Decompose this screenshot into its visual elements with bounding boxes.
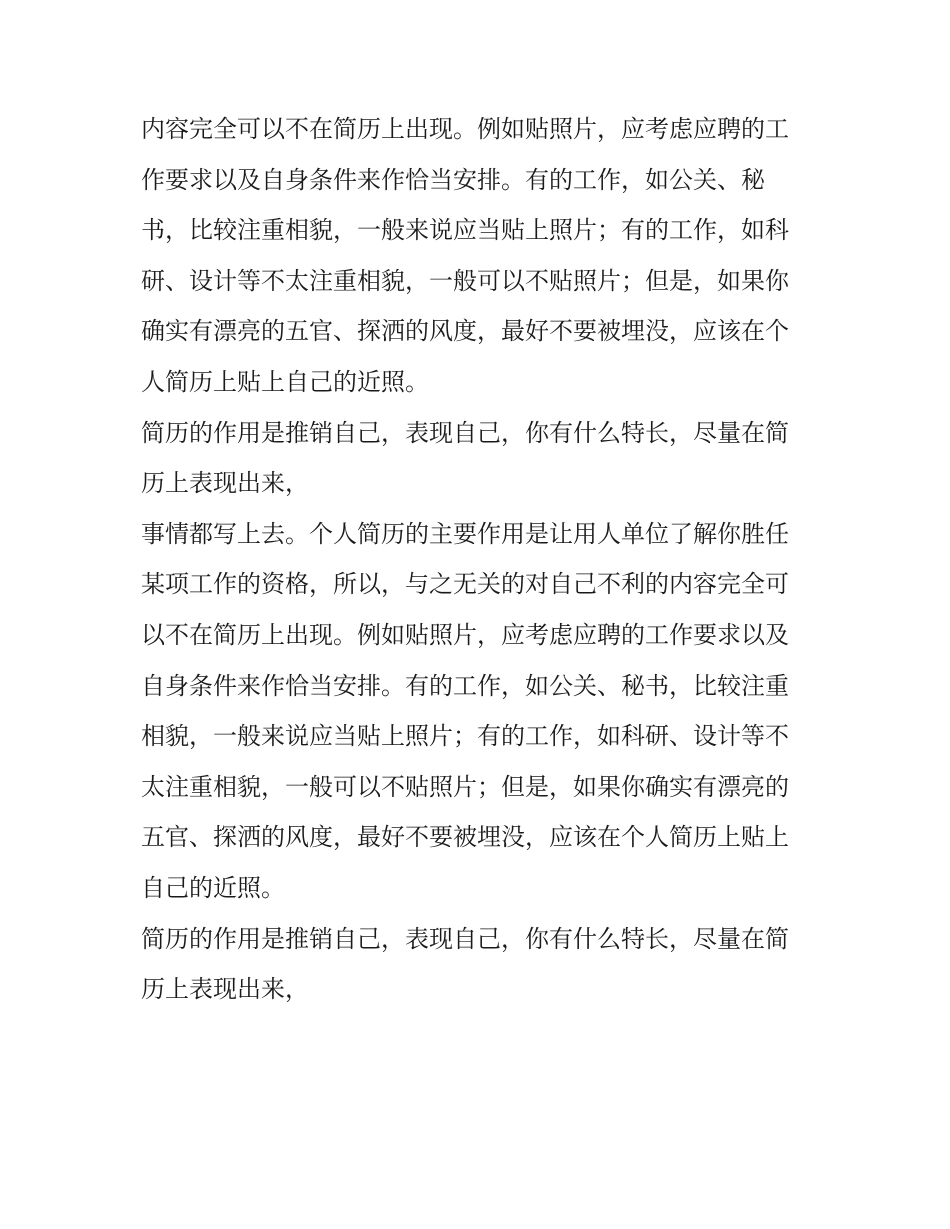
text-line: 作要求以及自身条件来作恰当安排。有的工作，如公关、秘	[141, 165, 765, 194]
text-line: 历上表现出来，	[141, 975, 309, 1004]
text-line: 书，比较注重相貌，一般来说应当贴上照片；有的工作，如科	[141, 216, 789, 245]
text-line: 太注重相貌，一般可以不贴照片；但是，如果你确实有漂亮的	[141, 772, 789, 801]
text-line: 相貌，一般来说应当贴上照片；有的工作，如科研、设计等不	[141, 722, 789, 751]
text-line: 简历的作用是推销自己，表现自己，你有什么特长，尽量在简	[141, 924, 789, 953]
text-line: 内容完全可以不在简历上出现。例如贴照片，应考虑应聘的工	[141, 115, 789, 143]
text-line: 确实有漂亮的五官、探洒的风度，最好不要被埋没，应该在个	[141, 317, 789, 346]
document-body	[141, 104, 813, 1015]
text-line: 人简历上贴上自己的近照。	[141, 367, 429, 396]
text-line: 以不在简历上出现。例如贴照片，应考虑应聘的工作要求以及	[141, 620, 789, 649]
text-line: 简历的作用是推销自己，表现自己，你有什么特长，尽量在简	[141, 418, 789, 447]
text-line: 事情都写上去。个人简历的主要作用是让用人单位了解你胜任	[141, 519, 789, 548]
text-line: 研、设计等不太注重相貌，一般可以不贴照片；但是，如果你	[141, 266, 789, 295]
text-line: 自己的近照。	[141, 873, 285, 902]
text-line: 五官、探洒的风度，最好不要被埋没，应该在个人简历上贴上	[141, 823, 789, 852]
text-line: 历上表现出来，	[141, 469, 309, 498]
text-line: 自身条件来作恰当安排。有的工作，如公关、秘书，比较注重	[141, 671, 789, 700]
text-line: 某项工作的资格，所以，与之无关的对自己不利的内容完全可	[141, 570, 789, 599]
